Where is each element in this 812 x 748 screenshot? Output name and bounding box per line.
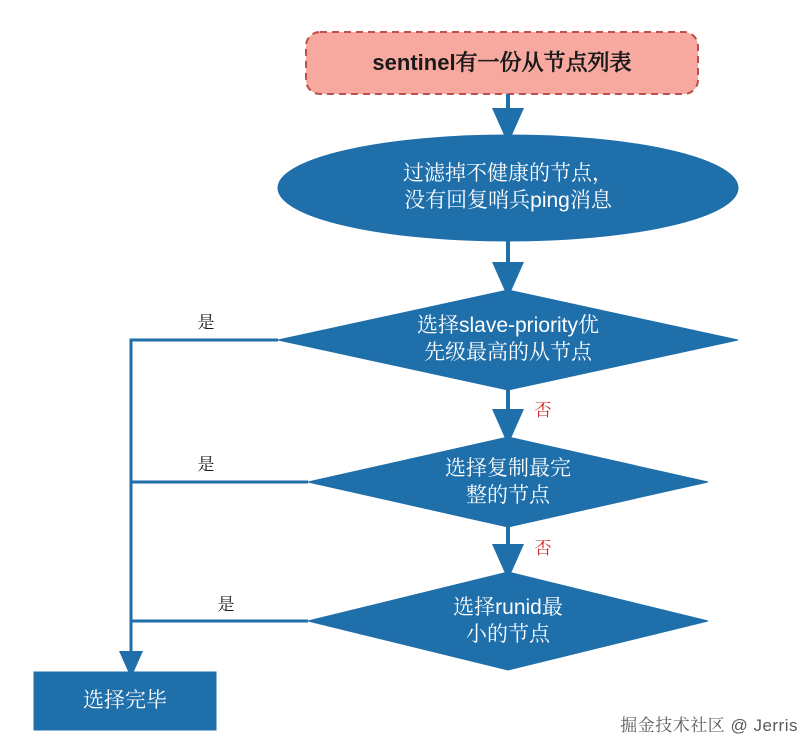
runid-node-shape [308, 572, 708, 670]
edge-label-yes-1: 是 [197, 313, 215, 332]
filter-node-shape [278, 135, 738, 241]
edge-label-no-2: 否 [534, 539, 552, 558]
priority-node-label: 选择slave-priority优 先级最高的从节点 [416, 314, 600, 364]
watermark: 掘金技术社区 @ Jerris [620, 716, 798, 735]
replication-node-shape [308, 437, 708, 527]
edge-priority-yes [131, 340, 278, 666]
done-node-shape [34, 672, 216, 730]
done-node-label: 选择完毕 [83, 688, 167, 712]
start-node-label: sentinel有一份从节点列表 [372, 49, 632, 75]
edge-label-yes-2: 是 [197, 455, 215, 474]
priority-node-shape [278, 290, 738, 390]
replication-node-label: 选择复制最完 整的节点 [445, 457, 571, 507]
edge-label-yes-3: 是 [217, 595, 235, 614]
runid-node-label: 选择runid最 小的节点 [453, 596, 563, 646]
filter-node-label: 过滤掉不健康的节点， 没有回复哨兵ping消息 [403, 162, 613, 212]
start-node-shape [306, 32, 698, 94]
edge-label-no-1: 否 [534, 401, 552, 420]
